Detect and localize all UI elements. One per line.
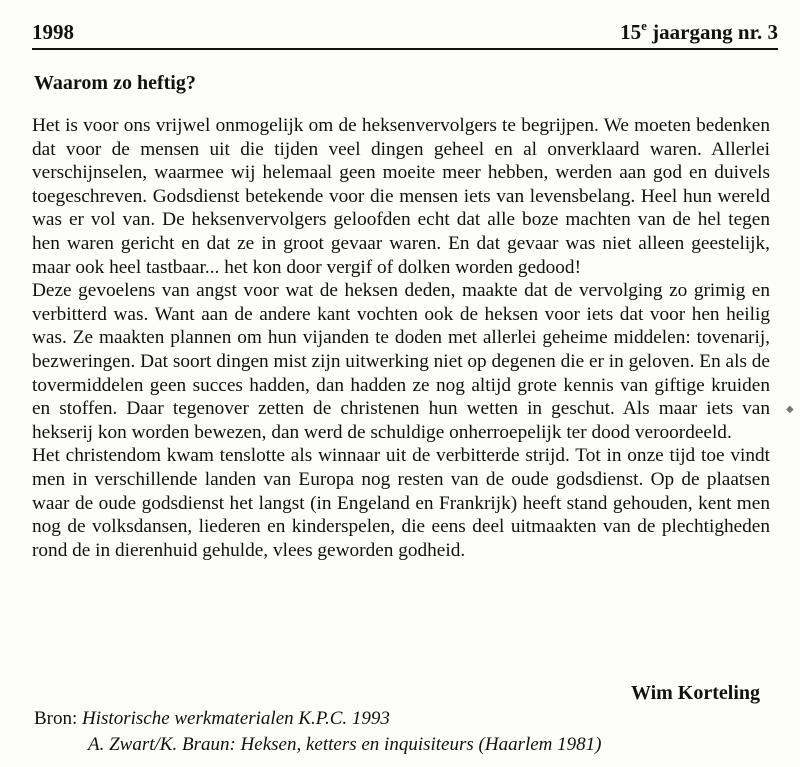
page-header [32,14,778,50]
source-second: A. Zwart/K. Braun: Heksen, ketters en inquisiteurs (Haarlem 1981) [88,734,602,755]
issue-superscript: e [641,18,647,33]
issue-number: 15 [620,20,642,44]
source-first: Historische werkmaterialen K.P.C. 1993 [82,708,390,729]
paragraph-3: Het christendom kwam tenslotte als winnaar uit de verbitterde strijd. Tot in onze tijd toe vindt men in verschillende landen van Europa nog resten van de oude godsdienst. Op de plaatsen waar de oude godsdienst het langst (in Engeland en Frankrijk) heeft stand gehouden, kent men nog de volksdansen, liederen en kinderspelen, die eens deel uitmaakten van de plechtigheden rond de in dierenhuid gehulde, vlees geworden godheid. [32,445,770,561]
paragraph-1: Het is voor ons vrijwel onmogelijk om de heksenvervolgers te begrijpen. We moeten bedenken dat voor de mensen uit die tijden veel dingen geheel en al onverklaard waren. Allerlei verschijnselen, waarmee wij helemaal geen moeite meer hebben, werden aan god en duivels toegeschreven. Godsdienst betekende voor die mensen iets van levensbelang. Heel hun wereld was er vol van. De heksenvervolgers geloofden echt dat alle boze machten van de hel tegen hen waren gericht en dat ze in groot gevaar waren. En dat gevaar was niet alleen geestelijk, maar ook heel tastbaar... het kon door vergif of dolken worden gedood! [32,115,770,278]
paragraph-2: Deze gevoelens van angst voor wat de heksen deden, maakte dat de vervolging zo grimig en verbitterd was. Want aan de andere kant vochten ook de heksen voor iets dat voor hen heilig was. Ze maakten plannen om hun vijanden te doden met allerlei geheime middelen: tovenarij, bezweringen. Dat soort dingen mist zijn uitwerking niet op degenen die er in geloven. En als de tovermiddelen geen succes hadden, dan hadden ze nog altijd grote kennis van giftige kruiden en stoffen. Daar tegenover zetten de christenen hun wetten in geschut. Als maar iets van hekserij kon worden bewezen, dan werd de schuldige onherroepelijk ter dood veroordeeld. [32,280,770,443]
header-issue [620,20,778,45]
source-line-1 [34,706,601,732]
header-year: 1998 [32,20,74,44]
source-label: Bron: [34,708,83,729]
issue-text: jaargang nr. 3 [646,20,778,44]
article-author: Wim Korteling [630,682,760,704]
sources [34,706,601,758]
scan-speck-icon: ◆ [786,404,794,415]
article-title: Waarom zo heftig? [34,72,196,94]
article-body [32,114,770,562]
